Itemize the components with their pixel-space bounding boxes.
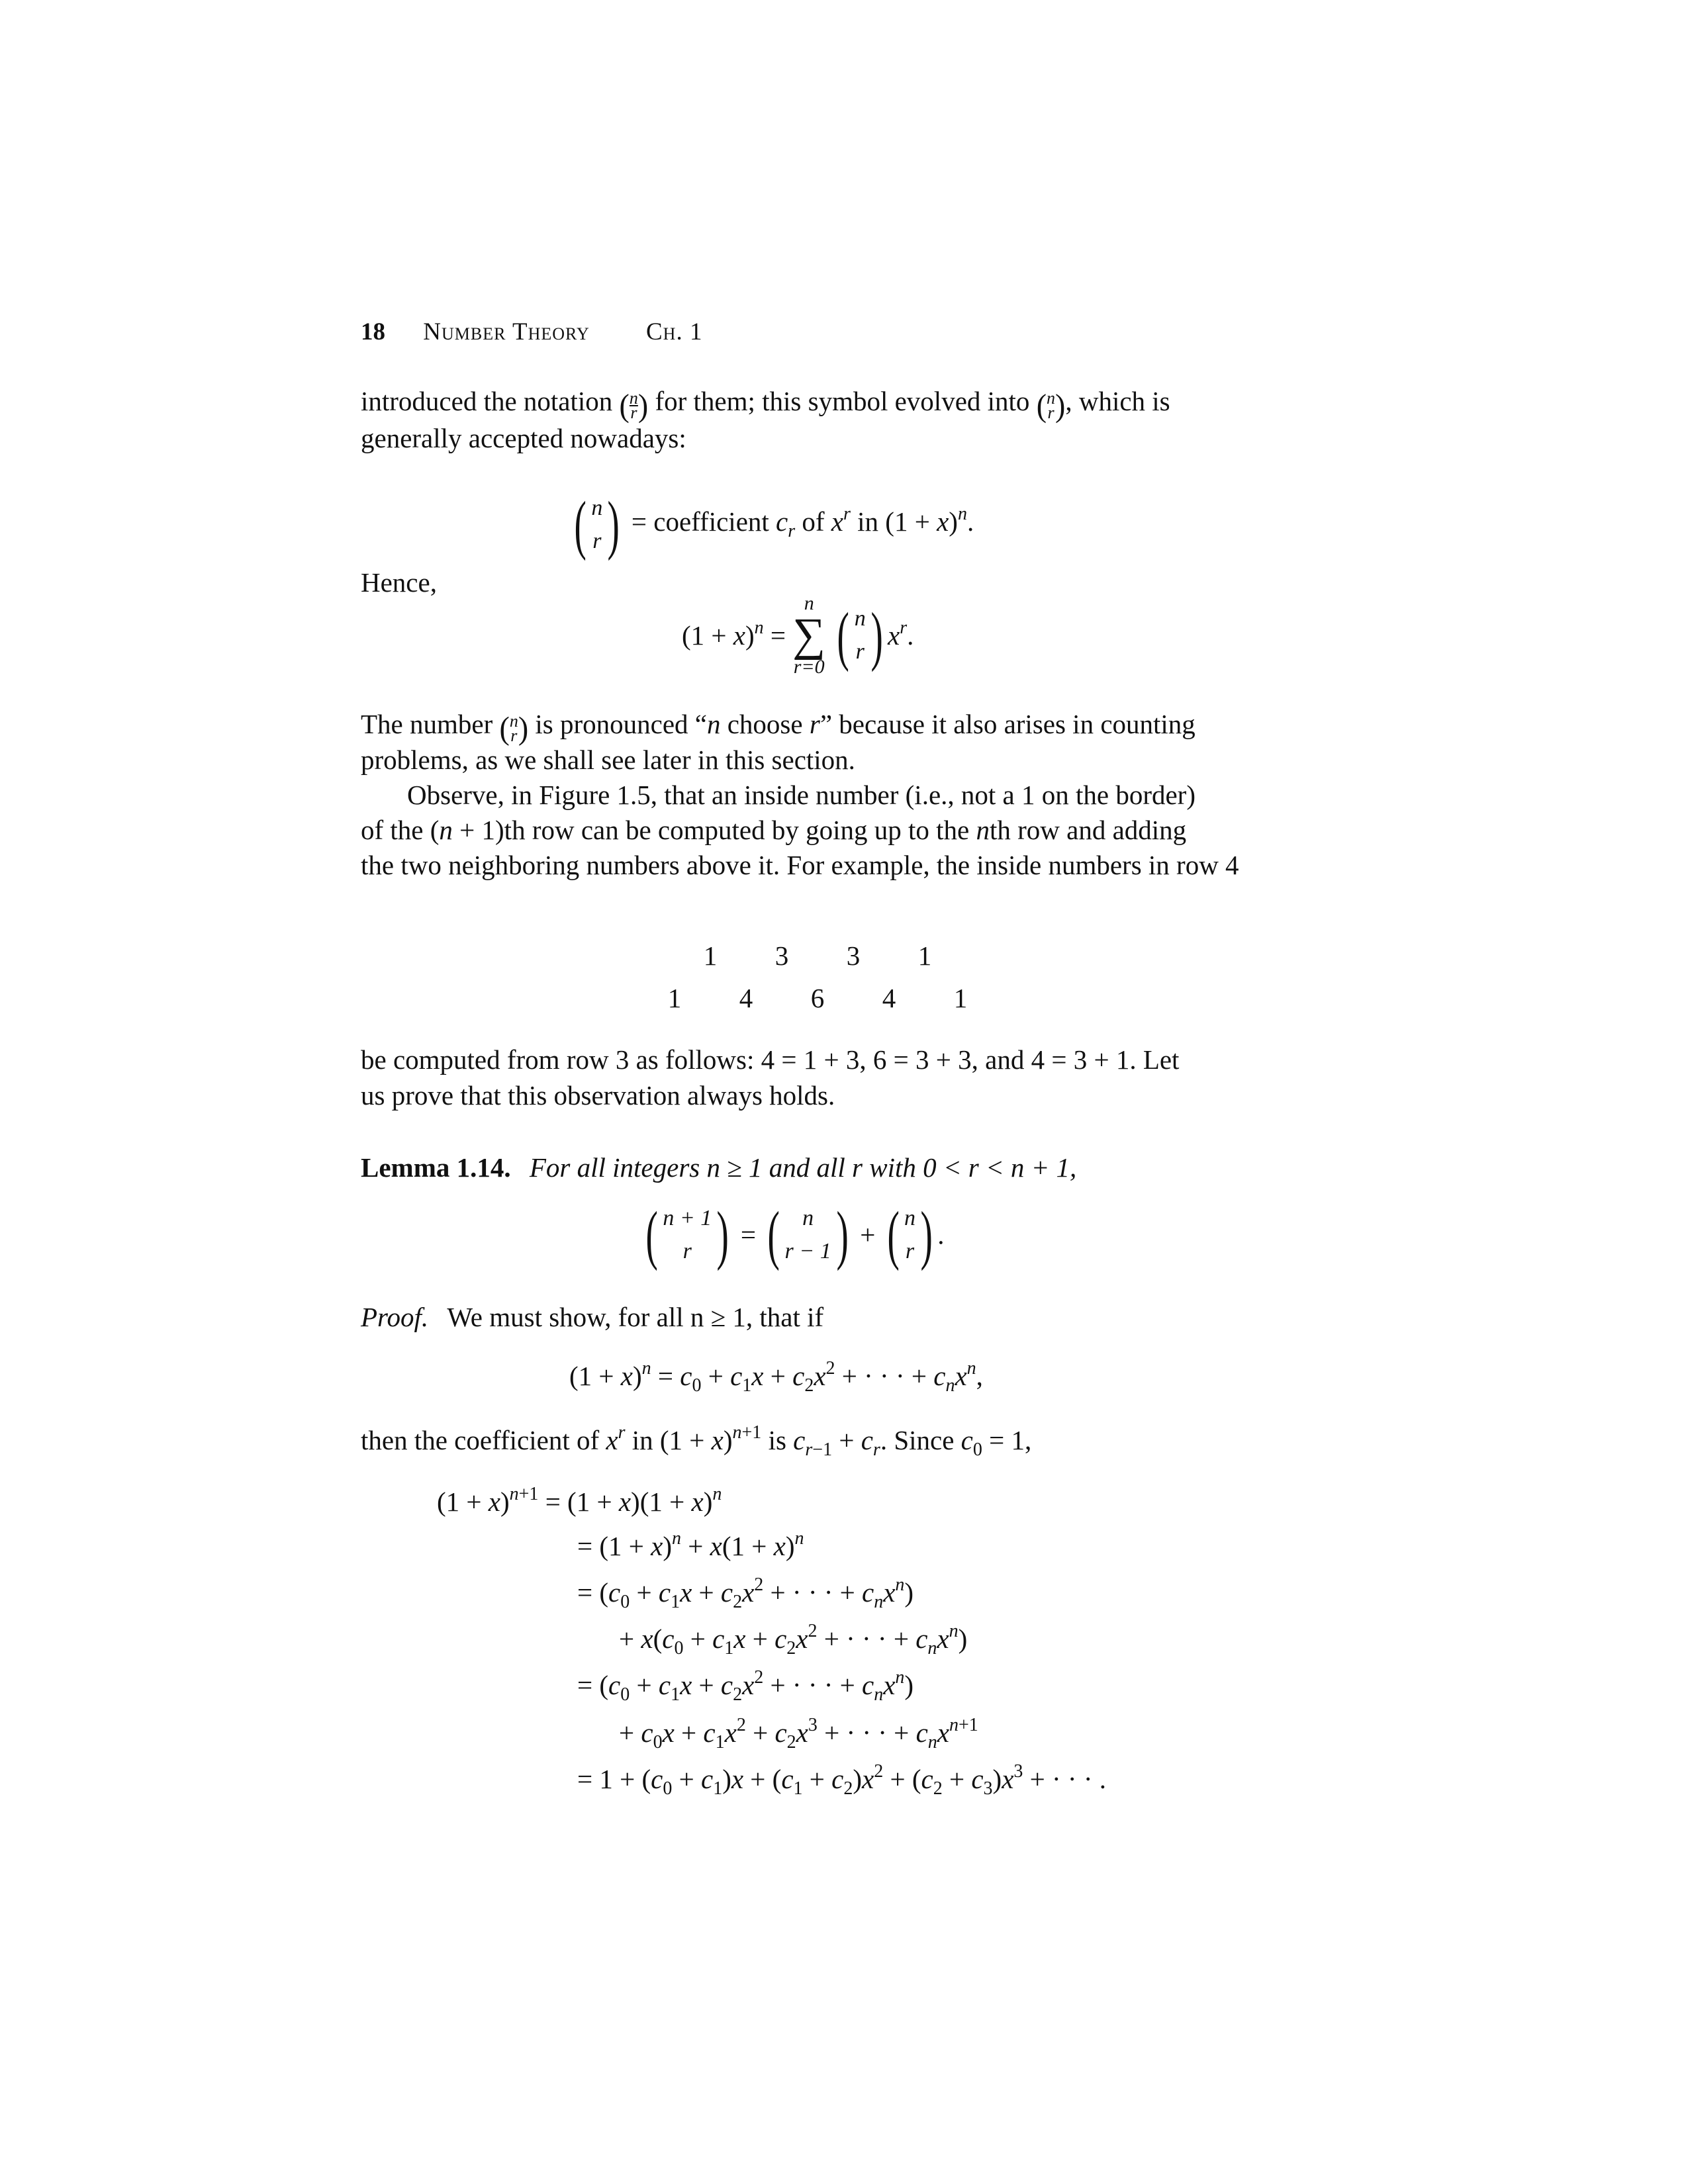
chapter-title: Number Theory (423, 318, 590, 345)
binomial-old-notation: ( $\frac{n}{r}$ ) (619, 387, 649, 424)
equation-text: = coefficient (631, 506, 769, 537)
lemma-text: For all integers n ≥ 1 and all r with 0 < r < n + 1, (529, 1152, 1077, 1183)
lemma-label: Lemma 1.14. (361, 1152, 511, 1183)
equation-pascal-identity: ( n + 1 r ) = ( n r − 1 ) + ( n r ) . (641, 1197, 945, 1273)
pascal-entry: 4 (739, 983, 753, 1013)
pascal-entry: 1 (667, 983, 682, 1013)
derivation-line-3: = ($c_0 + c_1x + c_2x^2$ + · · · + $c_nx^n$) (577, 1574, 914, 1612)
pascal-row-4 (639, 982, 996, 1014)
pascal-entry: 3 (774, 940, 789, 971)
binomial-n-r-minus-1: ( n r − 1 ) (767, 1198, 849, 1271)
pascal-row-3 (675, 940, 961, 972)
paragraph-intro-line2: generally accepted nowadays: (361, 423, 686, 453)
pascal-entry: 1 (703, 940, 718, 971)
page-number: 18 (361, 318, 385, 345)
paragraph-observe-line3: the two neighboring numbers above it. For example, the inside numbers in row 4 (361, 850, 1239, 880)
binomial-n-plus-1-r: ( n + 1 r ) (645, 1198, 729, 1271)
binomial-n-r: ( n r ) (574, 488, 620, 561)
paragraph-computed-line1: be computed from row 3 as follows: 4 = 1 + 3, 6 = 3 + 3, and 4 = 3 + 1. Let (361, 1044, 1180, 1075)
derivation-line-7: = $1 + (c_0 + c_1)x + (c_1 + c_2)x^2 + (c_2 + c_3)x^3$ + · · · . (577, 1761, 1106, 1799)
pascal-entry: 3 (846, 940, 861, 971)
running-header (361, 318, 702, 346)
summation: n ∑ r=0 (792, 592, 826, 678)
proof-intro (361, 1300, 823, 1334)
hence-label: Hence, (361, 567, 437, 598)
derivation-line-5: = ($c_0 + c_1x + c_2x^2$ + · · · + $c_nx^n$) (577, 1667, 914, 1705)
paragraph-choose-line2: problems, as we shall see later in this section. (361, 745, 855, 775)
text-segment: of the ( (361, 815, 440, 845)
text-segment: in (1 + (632, 1425, 705, 1455)
pascal-entry: 6 (810, 983, 825, 1013)
binomial-n-r: ( n r ) (887, 1198, 933, 1271)
derivation-line-1: $(1 + x)^{n+1} = (1 + x)(1 + x)^n$ (437, 1484, 722, 1517)
paragraph-observe-line2: of the (n + 1)th row can be computed by going up to the nth row and adding (361, 815, 1187, 845)
binomial-n-r: ( n r ) (499, 710, 529, 747)
text-segment: is (768, 1425, 786, 1455)
then-coefficient-line: then the coefficient of $x^r$ in $(1 + x)^{n+1}$ is $c_{r-1} + c_r$. Since $c_0 = 1$, (361, 1422, 1032, 1460)
paragraph-choose-line1: The number ( n r ) is pronounced “n choose r” because it also arises in counting (361, 709, 1196, 747)
derivation-line-2: = $(1 + x)^n + x(1 + x)^n$ (577, 1528, 804, 1561)
binomial-modern-notation: ( n r ) (1036, 387, 1066, 424)
equation-binomial-definition: ( n r ) = coefficient $c_r$ of $x^r$ in $(1 + x)^n$. (569, 486, 974, 563)
text-segment: for them; this symbol evolved into (655, 386, 1030, 416)
proof-text: We must show, for all n ≥ 1, that if (447, 1302, 824, 1332)
proof-label: Proof. (361, 1302, 429, 1332)
text-segment: . Since (880, 1425, 955, 1455)
equation-expansion: $(1 + x)^n = c_0 + c_1x + c_2x^2$ + · · · + $c_nx^n$, (569, 1358, 983, 1396)
binomial-n-r: ( n r ) (837, 598, 883, 672)
equation-binomial-theorem: $(1 + x)^n$ = n ∑ r=0 ( n r ) $x^r$. (682, 592, 914, 678)
text-segment: + 1)th row can be computed by going up to the (452, 815, 976, 845)
text-segment: th row and adding (989, 815, 1187, 845)
paragraph-intro-line1 (361, 384, 1170, 423)
pascal-entry: 1 (917, 940, 932, 971)
text-segment: introduced the notation (361, 386, 613, 416)
chapter-label: Ch. 1 (645, 318, 703, 345)
text-segment: , which is (1065, 386, 1170, 416)
text-segment: is pronounced “ (535, 709, 707, 739)
derivation-line-4: + $x(c_0 + c_1x + c_2x^2$ + · · · + $c_nx^n$) (619, 1621, 968, 1659)
text-segment: choose (727, 709, 803, 739)
paragraph-observe-line1: Observe, in Figure 1.5, that an inside number (i.e., not a 1 on the border) (407, 780, 1196, 810)
derivation-line-6: + $c_0x + c_1x^2 + c_2x^3$ + · · · + $c_nx^{n+1}$ (619, 1715, 978, 1752)
pascal-entry: 4 (882, 983, 896, 1013)
text-segment: The number (361, 709, 493, 739)
text-segment: ” because it also arises in counting (820, 709, 1196, 739)
lemma-statement (361, 1150, 1076, 1185)
text-segment: then the coefficient of (361, 1425, 600, 1455)
paragraph-computed-line2: us prove that this observation always holds. (361, 1080, 835, 1111)
pascal-entry: 1 (953, 983, 968, 1013)
